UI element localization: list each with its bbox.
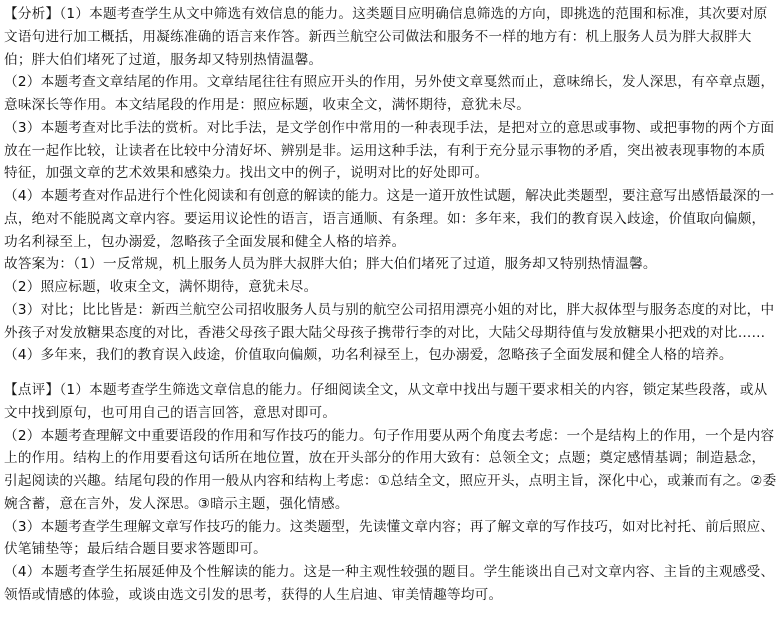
answer-paragraph-3: （3）对比；比比皆是：新西兰航空公司招收服务人员与别的航空公司招用漂亮小姐的对比，胖大叔体型与服务态度的对比，中外孩子对发放糖果态度的对比，香港父母孩子跟大陆父母孩子携带行李的对比，大陆父母期待值与发放糖果小把戏的对比…… — [4, 301, 775, 341]
analysis-section — [4, 3, 778, 367]
analysis-paragraph-4: （4）本题考查对作品进行个性化阅读和有创意的解读的能力。这是一道开放性试题，解决此类题型，要注意写出感悟最深的一点，绝对不能脱离文章内容。要运用议论性的语言，语言通顺、有条理。如：多年来，我们的教育误入歧途，价值取向偏颇，功名利禄至上，包办溺爱，忽略孩子全面发展和健全人格的培养。 — [4, 188, 775, 250]
comment-paragraph-3: （3）本题考查学生理解文章写作技巧的能力。这类题型，先读懂文章内容；再了解文章的写作技巧，如对比衬托、前后照应、伏笔铺垫等；最后结合题目要求答题即可。 — [4, 518, 775, 558]
comment-paragraph-2: （2）本题考查理解文中重要语段的作用和写作技巧的能力。句子作用要从两个角度去考虑：一个是结构上的作用，一个是内容上的作用。结构上的作用要看这句话所在地位置，放在开头部分的作用大致有：总领全文；点题；奠定感情基调；制造悬念，引起阅读的兴趣。结尾句段的作用一般从内容和结构上考虑：①总结全文，照应开头，点明主旨，深化中心，或兼而有之。②委婉含蓄，意在言外，发人深思。③暗示主题，强化情感。 — [4, 427, 777, 512]
comment-paragraph-1: 【点评】（1）本题考查学生筛选文章信息的能力。仔细阅读全文，从文章中找出与题干要求相关的内容，锁定某些段落，或从文中找到原句，也可用自己的语言回答，意思对即可。 — [4, 382, 768, 421]
comment-paragraph-4: （4）本题考查学生拓展延伸及个性解读的能力。这是一种主观性较强的题目。学生能谈出自己对文章内容、主旨的主观感受、领悟或情感的体验，或谈由选文引发的思考，获得的人生启迪、审美情趣等均可。 — [4, 564, 775, 603]
analysis-paragraph-3: （3）本题考查对比手法的赏析。对比手法，是文学创作中常用的一种表现手法，是把对立的意思或事物、或把事物的两个方面放在一起作比较，让读者在比较中分清好坏、辨别是非。运用这种手法，有利于充分显示事物的矛盾，突出被表现事物的本质特征，加强文章的艺术效果和感染力。找出文中的例子，说明对比的好处即可。 — [4, 119, 775, 182]
comment-section — [4, 379, 778, 607]
answer-paragraph-2: （2）照应标题，收束全文，满怀期待，意犹未尽。 — [4, 279, 318, 295]
answer-paragraph-4: （4）多年来，我们的教育误入歧途，价值取向偏颇，功名利禄至上，包办溺爱，忽略孩子全面发展和健全人格的培养。 — [4, 347, 733, 364]
analysis-paragraph-1: 【分析】（1）本题考查学生从文中筛选有效信息的能力。这类题目应明确信息筛选的方向，即挑选的范围和标准，其次要对原文语句进行加工概括，用凝练准确的语言来作答。新西兰航空公司做法和服务不一样的地方有：机上服务人员为胖大叔胖大伯；胖大伯们堵死了过道，服务却又特别热情温馨。 — [4, 6, 768, 68]
answer-paragraph-1: 故答案为：（1）一反常规，机上服务人员为胖大叔胖大伯；胖大伯们堵死了过道，服务却又特别热情温馨。 — [4, 256, 657, 273]
analysis-paragraph-2: （2）本题考查文章结尾的作用。文章结尾往往有照应开头的作用，另外使文章戛然而止，意味绵长，发人深思，有卒章点题，意味深长等作用。本文结尾段的作用是：照应标题，收束全文，满怀期待，意犹未尽。 — [4, 74, 775, 113]
